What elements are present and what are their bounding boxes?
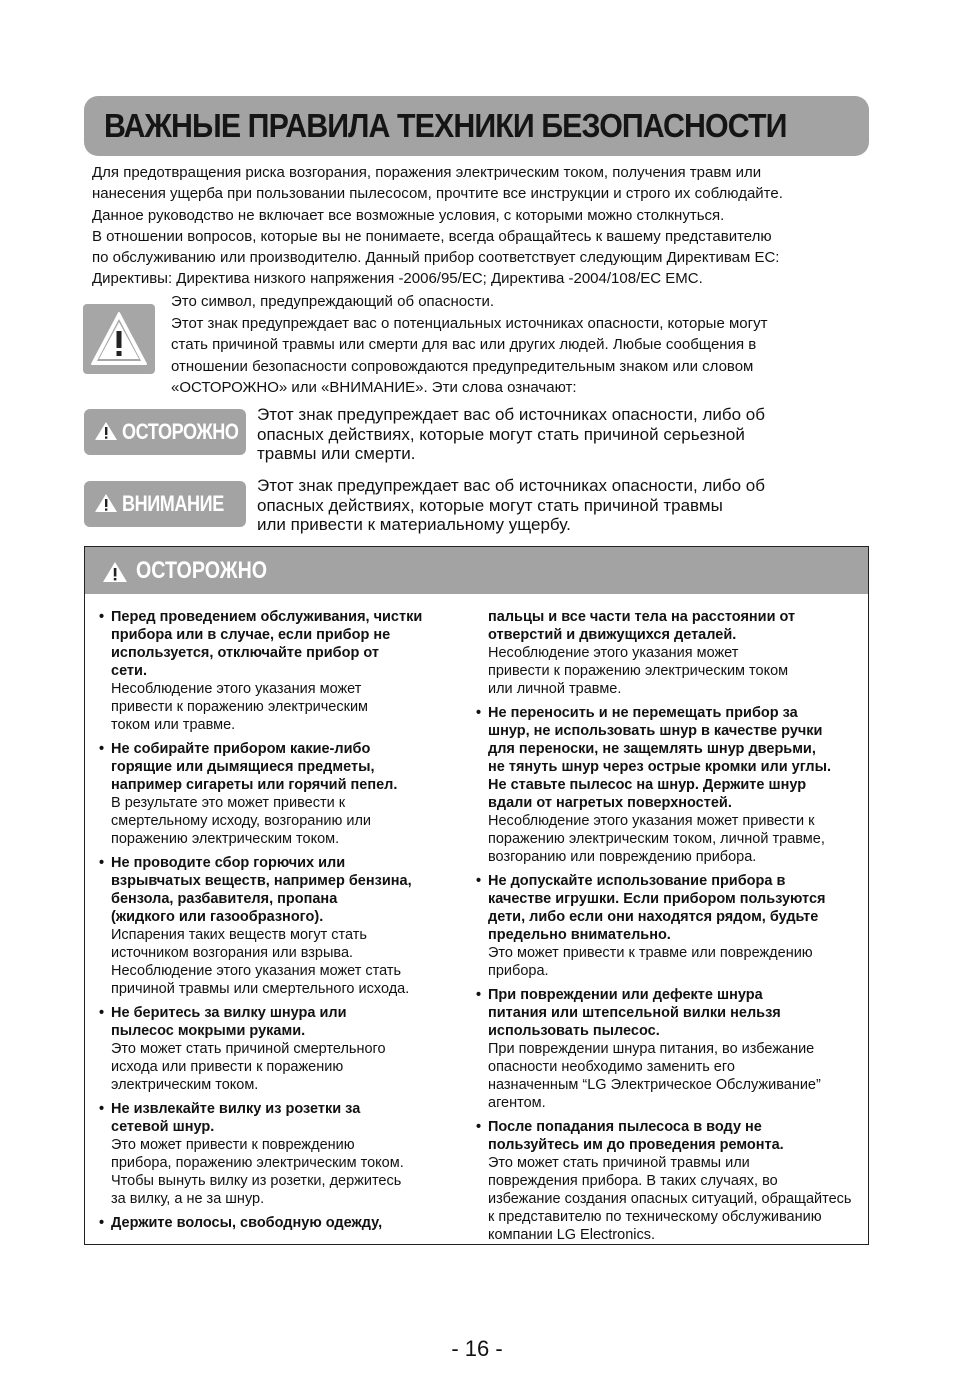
attention-line: или привести к материальному ущербу. (257, 515, 571, 534)
safety-item-text: назначенным “LG Электрическое Обслуживание” (488, 1077, 821, 1093)
safety-item-heading: Держите волосы, свободную одежду, (111, 1215, 383, 1231)
bullet-mark: • (99, 609, 105, 625)
safety-item-heading: качестве игрушки. Если прибором пользуются (488, 891, 826, 907)
warning-triangle-icon (94, 493, 118, 513)
safety-item-heading: использовать пылесос. (488, 1023, 660, 1039)
safety-item-text: повреждения прибора. В таких случаях, во (488, 1173, 778, 1189)
safety-item-text: за вилку, а не за шнур. (111, 1191, 265, 1207)
attention-badge (84, 481, 246, 527)
safety-item-heading: питания или штепсельной вилки нельзя (488, 1005, 781, 1021)
safety-item-text: компании LG Electronics. (488, 1227, 656, 1243)
safety-item-heading: например сигареты или горячий пепел. (111, 777, 398, 793)
safety-item-heading: (жидкого или газообразного). (111, 909, 324, 925)
intro-text (92, 162, 882, 290)
safety-item-heading: Не допускайте использование прибора в (488, 873, 786, 889)
safety-item (476, 872, 861, 980)
safety-item-text: привести к поражению электрическим током (488, 663, 789, 679)
safety-item (99, 740, 444, 848)
safety-item-heading: Не переносить и не перемещать прибор за (488, 705, 798, 721)
safety-item-text: поражению электрическим током. (111, 831, 340, 847)
safety-item-heading: взрывчатых веществ, например бензина, (111, 873, 412, 889)
safety-item-text: Это может стать причиной травмы или (488, 1155, 750, 1171)
caution-column-left (99, 608, 444, 1238)
warning-triangle-icon (88, 309, 150, 369)
caution-frame-header (85, 547, 868, 594)
safety-item-text: смертельному исходу, возгоранию или (111, 813, 372, 829)
warning-triangle-icon (102, 561, 128, 583)
intro-line: В отношении вопросов, которые вы не понимаете, всегда обращайтесь к вашему представителю (92, 227, 772, 245)
bullet-mark: • (99, 855, 105, 871)
safety-item-text: возгоранию или повреждению прибора. (488, 849, 757, 865)
safety-item-text: источником возгорания или взрыва. (111, 945, 354, 961)
safety-item-heading: для переноски, не защемлять шнур дверьми, (488, 741, 816, 757)
safety-item-heading: пользуйтесь им до проведения ремонта. (488, 1137, 784, 1153)
safety-item-text: электрическим током. (111, 1077, 259, 1093)
caution-line: Этот знак предупреждает вас об источниках опасности, либо об (257, 405, 765, 424)
intro-line: нанесения ущерба при пользовании пылесосом, прочтите все инструкции и строго их соблюдайте. (92, 185, 783, 203)
bullet-mark: • (476, 705, 482, 721)
safety-item-heading: отверстий и движущихся деталей. (488, 627, 737, 643)
bullet-mark: • (99, 1215, 105, 1231)
caution-line: травмы или смерти. (257, 444, 416, 463)
attention-description (257, 476, 857, 535)
safety-item-heading: прибора или в случае, если прибор не (111, 627, 391, 643)
safety-item-heading: вдали от нагретых поверхностей. (488, 795, 732, 811)
symbol-line: Это символ, предупреждающий об опасности. (171, 293, 495, 310)
safety-item-text: Это может привести к повреждению (111, 1137, 355, 1153)
title-bar (84, 96, 869, 156)
caution-label: ОСТОРОЖНО (122, 419, 239, 444)
safety-item-text: причиной травмы или смертельного исхода. (111, 981, 410, 997)
safety-item-heading: Перед проведением обслуживания, чистки (111, 609, 423, 625)
safety-item-heading: Не ставьте пылесос на шнур. Держите шнур (488, 777, 807, 793)
bullet-mark: • (476, 987, 482, 1003)
safety-item-continued (476, 608, 861, 698)
safety-item-text: Несоблюдение этого указания может (488, 645, 739, 661)
safety-item (476, 986, 861, 1112)
attention-label: ВНИМАНИЕ (122, 491, 224, 516)
safety-item-heading: сети. (111, 663, 147, 679)
symbol-line: Этот знак предупреждает вас о потенциальных источниках опасности, которые могут (171, 314, 768, 332)
safety-item-text: избежание создания опасных ситуаций, обращайтесь (488, 1191, 852, 1207)
safety-item-heading: Не проводите сбор горючих или (111, 855, 346, 871)
safety-item-heading: сетевой шнур. (111, 1119, 215, 1135)
safety-item-text: привести к поражению электрическим (111, 699, 369, 715)
safety-item-text: прибора. (488, 963, 549, 979)
safety-item-text: Это может привести к травме или повреждению (488, 945, 813, 961)
symbol-line: «ОСТОРОЖНО» или «ВНИМАНИЕ». Эти слова означают: (171, 379, 577, 396)
safety-item-text: Испарения таких веществ могут стать (111, 927, 367, 943)
safety-item-text: Несоблюдение этого указания может стать (111, 963, 402, 979)
safety-item-heading: Не беритесь за вилку шнура или (111, 1005, 347, 1021)
bullet-mark: • (99, 1005, 105, 1021)
safety-item-heading: пальцы и все части тела на расстоянии от (488, 609, 796, 625)
bullet-mark: • (99, 741, 105, 757)
page-title: ВАЖНЫЕ ПРАВИЛА ТЕХНИКИ БЕЗОПАСНОСТИ (104, 107, 787, 144)
caution-description (257, 405, 857, 464)
safety-item-text: прибора, поражению электрическим током. (111, 1155, 404, 1171)
safety-item-text: исхода или привести к поражению (111, 1059, 344, 1075)
bullet-mark: • (476, 873, 482, 889)
warning-triangle-icon (94, 421, 118, 441)
safety-item (99, 1100, 444, 1208)
symbol-line: отношении безопасности сопровождаются предупредительным знаком или словом (171, 357, 754, 375)
safety-item-heading: шнур, не использовать шнур в качестве ручки (488, 723, 823, 739)
safety-item (99, 854, 444, 998)
safety-item (99, 1214, 444, 1232)
safety-item-heading: предельно внимательно. (488, 927, 671, 943)
caution-frame (84, 546, 869, 1245)
safety-item (476, 704, 861, 866)
intro-line: по обслуживанию или производителю. Данный прибор соответствует следующим Директивам ЕС: (92, 249, 780, 267)
safety-item-text: поражению электрическим током, личной травме, (488, 831, 825, 847)
safety-item (99, 1004, 444, 1094)
safety-item-text: Несоблюдение этого указания может (111, 681, 362, 697)
safety-item-text: В результате это может привести к (111, 795, 346, 811)
safety-item (476, 1118, 861, 1244)
symbol-description (171, 291, 871, 399)
page-number: - 16 - (451, 1336, 503, 1361)
safety-item-text: Это может стать причиной смертельного (111, 1041, 386, 1057)
safety-item-heading: используется, отключайте прибор от (111, 645, 379, 661)
safety-item-heading: не тянуть шнур через острые кромки или углы. (488, 759, 832, 775)
caution-column-right (476, 608, 861, 1250)
caution-line: опасных действиях, которые могут стать причиной серьезной (257, 424, 745, 444)
safety-item-text: опасности необходимо заменить его (488, 1059, 735, 1075)
safety-item-heading: бензола, разбавителя, пропана (111, 891, 338, 907)
intro-line: Данное руководство не включает все возможные условия, с которыми можно столкнуться. (92, 206, 725, 224)
safety-item-text: Несоблюдение этого указания может привести к (488, 813, 815, 829)
attention-line: опасных действиях, которые могут стать причиной травмы (257, 495, 723, 515)
safety-item-text: к представителю по техническому обслуживанию (488, 1209, 822, 1225)
safety-item-text: При повреждении шнура питания, во избежание (488, 1041, 815, 1057)
safety-item-heading: дети, либо если они находятся рядом, будьте (488, 909, 819, 925)
safety-item-heading: При повреждении или дефекте шнура (488, 987, 763, 1003)
safety-item-heading: пылесос мокрыми руками. (111, 1023, 306, 1039)
symbol-line: стать причиной травмы или смерти для вас или других людей. Любые сообщения в (171, 336, 757, 353)
safety-item-text: Чтобы вынуть вилку из розетки, держитесь (111, 1173, 402, 1189)
attention-line: Этот знак предупреждает вас об источниках опасности, либо об (257, 476, 765, 495)
warning-symbol-box (83, 304, 155, 374)
caution-badge (84, 409, 246, 455)
safety-item-heading: Не извлекайте вилку из розетки за (111, 1101, 361, 1117)
safety-item-text: или личной травме. (488, 681, 622, 697)
bullet-mark: • (476, 1119, 482, 1135)
safety-item-heading: Не собирайте прибором какие-либо (111, 741, 371, 757)
caution-frame-title: ОСТОРОЖНО (136, 557, 268, 584)
intro-line: Директивы: Директива низкого напряжения -2006/95/EC; Директива -2004/108/EC EMC. (92, 270, 703, 288)
safety-item (99, 608, 444, 734)
safety-item-text: током или травме. (111, 717, 236, 733)
safety-item-text: агентом. (488, 1095, 546, 1111)
safety-item-heading: После попадания пылесоса в воду не (488, 1119, 762, 1135)
bullet-mark: • (99, 1101, 105, 1117)
intro-line: Для предотвращения риска возгорания, поражения электрическим током, получения травм или (92, 164, 762, 181)
safety-item-heading: горящие или дымящиеся предметы, (111, 759, 375, 775)
